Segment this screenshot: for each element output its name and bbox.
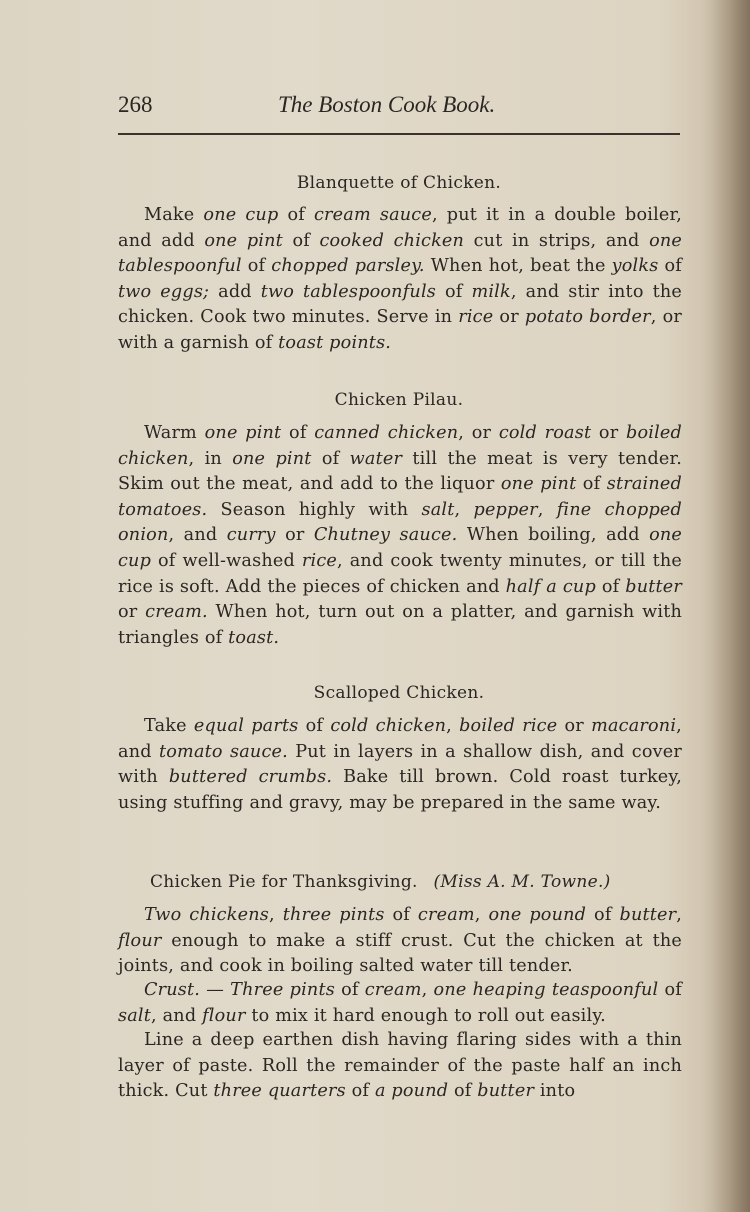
recipe-paragraph: Two chickens, three pints of cream, one pound of butter, flour enough to make a stiff crust. Cut the chicken at the joints, and cook in boiling salted water till tender. [118, 905, 683, 977]
italic-text: one cup [203, 205, 279, 225]
italic-text: one cup [118, 525, 682, 571]
recipe-paragraph: Make one cup of cream sauce, put it in a double boiler, and add one pint of cooked chicken cut in strips, and one tablespoonful of chopped parsley. When hot, beat the yolks of two eggs; add two tablespoonfuls of milk, and stir into the chicken. Cook two minutes. Serve in rice or potato border, or with a garnish of toast points. [118, 205, 683, 353]
recipe-paragraph: Warm one pint of canned chicken, or cold roast or boiled chicken, in one pint of water till the meat is very tender. Skim out the meat, and add to the liquor one pint of strained tomatoes. Season highly with salt, pepper, fine chopped onion, and curry or Chutney sauce. When boiling, add one cup of well-washed rice, and cook twenty minutes, or till the rice is soft. Add the pieces of chicken and half a cup of butter or cream. When hot, turn out on a platter, and garnish with triangles of toast. [118, 423, 682, 648]
italic-text: butter [625, 576, 682, 597]
italic-text: toast points. [278, 332, 392, 353]
italic-text: one heaping teaspoonful [433, 980, 659, 1000]
header-rule [118, 133, 680, 135]
italic-text: curry [226, 525, 276, 546]
italic-text: cream [417, 905, 475, 925]
italic-text: Crust. — Three pints [144, 980, 335, 1000]
italic-text: water [349, 448, 403, 469]
italic-text: flour [202, 1005, 246, 1026]
recipe-heading-with-attribution [150, 872, 670, 892]
recipe-heading: Chicken Pie for Thanksgiving. [150, 872, 418, 892]
italic-text: flour [118, 930, 162, 951]
italic-text: one tablespoonful [118, 230, 682, 277]
italic-text: canned chicken [314, 423, 459, 443]
italic-text: three quarters [213, 1081, 346, 1102]
italic-text: one pint [500, 474, 577, 495]
italic-text: two eggs; [118, 281, 210, 302]
italic-text: rice [301, 550, 337, 571]
italic-text: one pint [204, 423, 282, 443]
italic-text: Chutney sauce. [313, 525, 458, 546]
italic-text: cream [364, 980, 422, 1000]
italic-text: macaroni [591, 716, 677, 736]
italic-text: yolks [611, 256, 659, 277]
italic-text: cold roast [498, 423, 592, 443]
italic-text: one pound [488, 905, 587, 925]
italic-text: cream sauce [313, 205, 432, 225]
recipe-attribution: (Miss A. M. Towne.) [433, 872, 611, 892]
italic-text: butter [619, 905, 677, 925]
italic-text: potato border [524, 307, 651, 328]
italic-text: butter [477, 1081, 535, 1102]
page-edge-shadow [702, 0, 750, 1212]
page-number: 268 [118, 92, 153, 117]
recipe-heading: Blanquette of Chicken. [296, 173, 502, 193]
running-title: The Boston Cook Book. [278, 92, 496, 117]
italic-text: chopped parsley. [271, 256, 425, 277]
italic-text: strained tomatoes. [118, 474, 682, 520]
italic-text: one pint [232, 448, 312, 469]
italic-text: buttered crumbs. [168, 767, 333, 788]
page-header [118, 92, 680, 124]
italic-text: Two chickens [144, 905, 269, 925]
italic-text: cream. [145, 602, 208, 623]
italic-text: boiled rice [459, 716, 558, 736]
italic-text: three pints [282, 905, 385, 925]
recipe-paragraph: Crust. — Three pints of cream, one heaping teaspoonful of salt, and flour to mix it hard enough to roll out easily. [118, 980, 682, 1026]
italic-text: a pound [374, 1081, 449, 1102]
italic-text: toast. [228, 627, 280, 648]
italic-text: salt [118, 1005, 152, 1026]
italic-text: one pint [204, 230, 283, 251]
recipe-heading: Scalloped Chicken. [313, 683, 485, 703]
recipe-paragraph: Take equal parts of cold chicken, boiled rice or macaroni, and tomato sauce. Put in layers in a shallow dish, and cover with buttered crumbs. Bake till brown. Cold roast turkey, using stuffing and gravy, may be prepared in the same way. [118, 716, 683, 813]
italic-text: pepper [473, 499, 538, 520]
italic-text: milk [471, 281, 511, 302]
italic-text: two tablespoonfuls [260, 281, 437, 302]
italic-text: cooked chicken [319, 230, 465, 251]
italic-text: cold chicken [330, 716, 447, 736]
italic-text: equal parts [193, 716, 299, 736]
recipe-heading: Chicken Pilau. [334, 390, 464, 410]
italic-text: tomato sauce. [159, 741, 288, 762]
italic-text: fine chopped onion [118, 499, 682, 546]
italic-text: boiled chicken [118, 423, 682, 469]
italic-text: half a cup [505, 576, 596, 597]
italic-text: salt [421, 499, 455, 520]
italic-text: rice [458, 307, 494, 328]
recipe-paragraph: Line a deep earthen dish having flaring sides with a thin layer of paste. Roll the remainder of the paste half an inch thick. Cut three quarters of a pound of butter into [118, 1030, 682, 1102]
